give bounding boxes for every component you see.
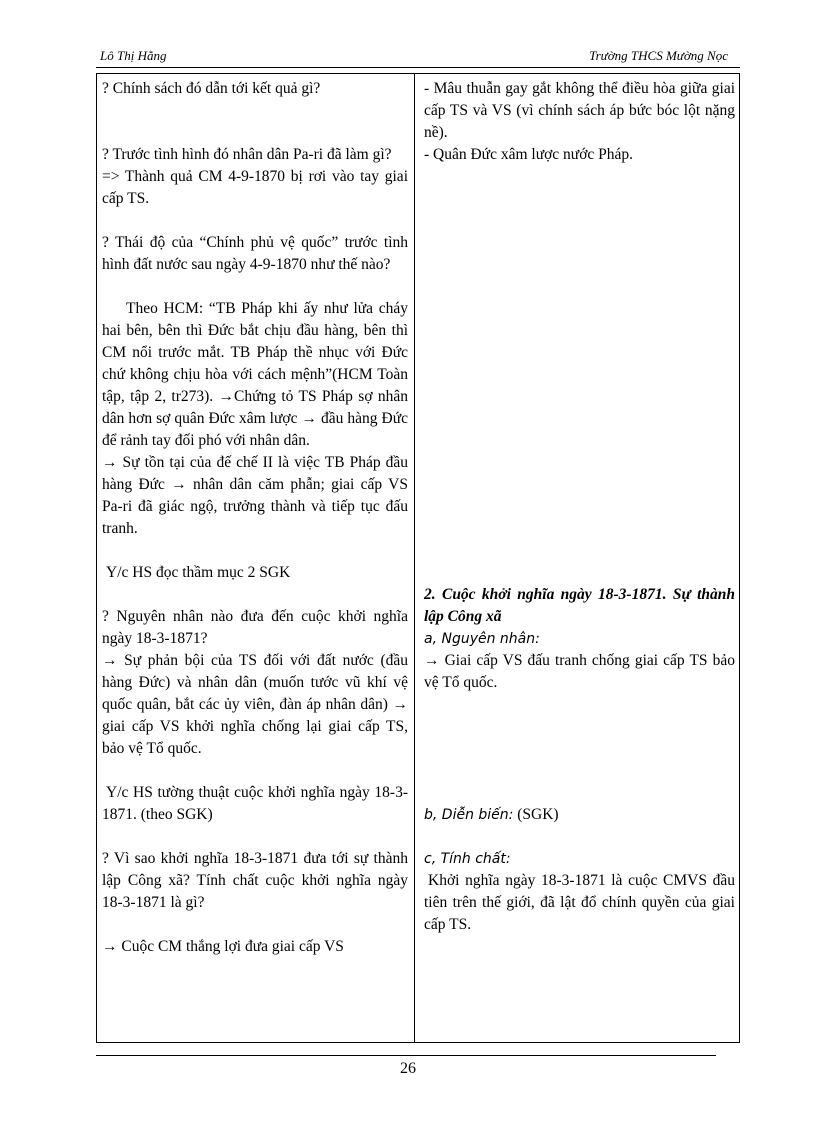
school-name: Trường THCS Mường Nọc [589, 48, 728, 63]
request-narrate-uprising: Y/c HS tường thuật cuộc khởi nghĩa ngày 18-3-1871. (theo SGK) [102, 784, 408, 823]
content-cause: → Giai cấp VS đấu tranh chống giai cấp TS bảo vệ Tổ quốc. [424, 652, 735, 691]
page-header [96, 46, 740, 68]
question-commune-nature: ? Vì sao khởi nghĩa 18-3-1871 đưa tới sự thành lập Công xã? Tính chất cuộc khởi nghĩa ngày 18-3-1871 là gì? [102, 850, 408, 911]
content-progress [424, 804, 735, 826]
question-policy-result: ? Chính sách đó dẫn tới kết quả gì? [102, 80, 321, 97]
content-contradiction: - Mâu thuẫn gay gắt không thể điều hòa giữa giai cấp TS và VS (vì chính sách áp bức bóc lột nặng nề). [424, 80, 735, 141]
question-government-attitude: ? Thái độ của “Chính phủ vệ quốc” trước tình hình đất nước sau ngày 4-9-1870 như thế nào? [102, 234, 408, 273]
subheading-nature: c, Tính chất: [424, 851, 511, 867]
content-german-invasion: - Quân Đức xâm lược nước Pháp. [424, 146, 634, 163]
subheading-progress: b, Diễn biến: [424, 807, 514, 823]
question-uprising-cause: ? Nguyên nhân nào đưa đến cuộc khởi nghĩa ngày 18-3-1871? [102, 608, 408, 647]
answer-uprising-cause: → Sự phản bội của TS đối với đất nước (đầu hàng Đức) và nhân dân (muốn tước vũ khí vệ quốc quân, bắt các ủy viên, đàn áp nhân dân) → giai cấp VS khởi nghĩa chống lại giai cấp TS, bảo vệ Tổ quốc. [102, 652, 408, 757]
paragraph-hcm-quote: Theo HCM: “TB Pháp khi ấy như lửa cháy hai bên, bên thì Đức bắt chịu đầu hàng, bên thì CM nổi trước mắt. TB Pháp thề nhục với Đức chứ không chịu hòa với cách mệnh”(HCM Toàn tập, tập 2, tr273). →Chứng tỏ TS Pháp sợ nhân dân hơn sợ quân Đức xâm lược → đầu hàng Đức để rảnh tay đối phó với nhân dân. [102, 300, 408, 449]
content-nature: Khởi nghĩa ngày 18-3-1871 là cuộc CMVS đầu tiên trên thế giới, đã lật đổ chính quyền của giai cấp TS. [424, 872, 735, 933]
question-paris-people: ? Trước tình hình đó nhân dân Pa-ri đã làm gì? [102, 146, 392, 163]
answer-commune-nature: → Cuộc CM thắng lợi đưa giai cấp VS [102, 938, 344, 955]
page-number: 26 [400, 1060, 416, 1077]
paragraph-consequence: → Sự tồn tại của đế chế II là việc TB Pháp đầu hàng Đức → nhân dân căm phẫn; giai cấp VS Pa-ri đã giác ngộ, trưởng thành và tiếp tục đấu tranh. [102, 454, 408, 537]
progress-reference: (SGK) [517, 806, 559, 823]
content-column [424, 78, 735, 936]
footer-rule [96, 1055, 716, 1056]
header-rule [96, 67, 740, 68]
request-read-section: Y/c HS đọc thầm mục 2 SGK [106, 564, 291, 581]
author-name: Lô Thị Hằng [100, 48, 167, 63]
section-heading: 2. Cuộc khởi nghĩa ngày 18-3-1871. Sự thành lập Công xã [424, 586, 735, 625]
activity-column [102, 78, 408, 958]
column-divider [414, 74, 415, 1042]
subheading-cause: a, Nguyên nhân: [424, 631, 540, 647]
answer-paris-people: => Thành quả CM 4-9-1870 bị rơi vào tay giai cấp TS. [102, 168, 408, 207]
lesson-table [96, 73, 740, 1043]
